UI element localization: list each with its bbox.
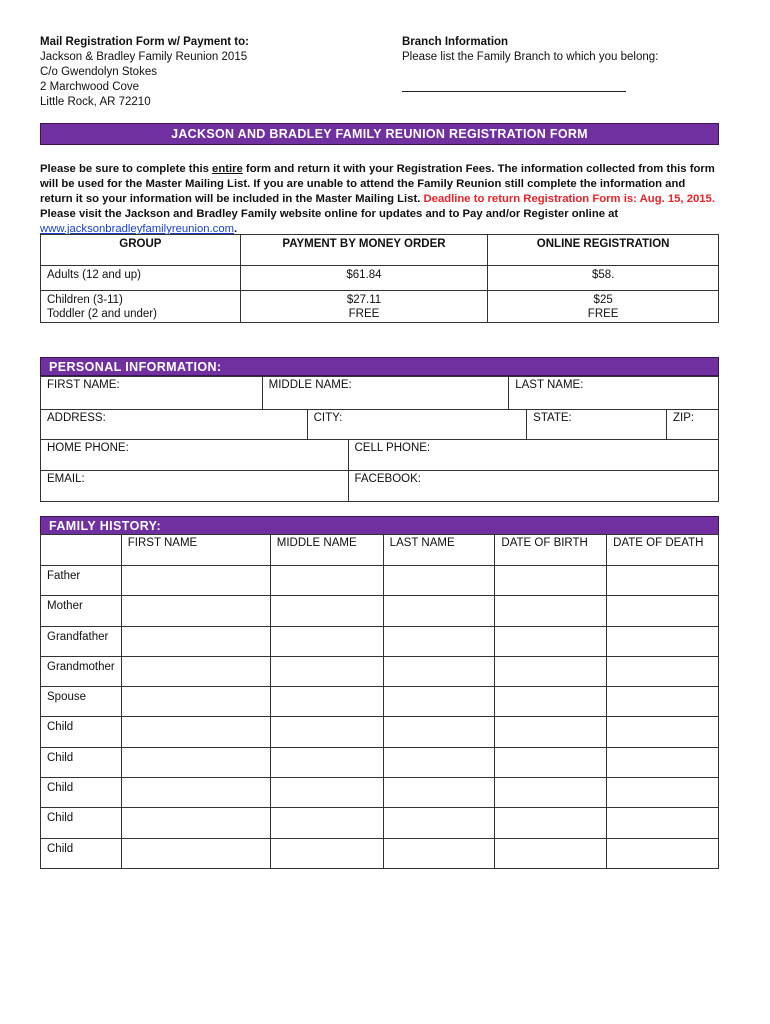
personal-info-banner: PERSONAL INFORMATION: <box>40 357 719 376</box>
relation-label: Grandmother <box>41 656 122 686</box>
cell-input[interactable] <box>383 656 495 686</box>
relation-label: Child <box>41 778 122 808</box>
relation-label: Mother <box>41 596 122 626</box>
family-row <box>41 717 719 747</box>
home-phone-field[interactable]: HOME PHONE: <box>41 440 349 471</box>
pricing-header-row <box>41 235 719 266</box>
pricing-header: ONLINE REGISTRATION <box>488 235 719 266</box>
family-row <box>41 626 719 656</box>
family-history-banner: FAMILY HISTORY: <box>40 516 719 535</box>
address-field[interactable]: ADDRESS: <box>41 410 308 440</box>
intro-text: form and return it with your Registration Fees. The information collected from this form will be used for the Master Mailing List. If you are unable to attend the Family Reunion still complete the information and return it so your information will be included in the Master Mailing List. <box>40 163 715 205</box>
branch-heading: Branch Information <box>402 36 509 48</box>
cell-input[interactable] <box>495 778 607 808</box>
cell-input[interactable] <box>270 626 383 656</box>
family-row <box>41 566 719 596</box>
cell-input[interactable] <box>607 808 719 838</box>
pricing-header: PAYMENT BY MONEY ORDER <box>240 235 488 266</box>
personal-row-contact <box>41 471 719 502</box>
family-history-table <box>40 534 719 869</box>
family-row <box>41 687 719 717</box>
email-field[interactable]: EMAIL: <box>41 471 349 502</box>
cell-input[interactable] <box>383 838 495 868</box>
cell-input[interactable] <box>495 596 607 626</box>
cell-input[interactable] <box>495 838 607 868</box>
website-link[interactable]: www.jacksonbradleyfamilyreunion.com <box>40 223 235 235</box>
cell-input[interactable] <box>607 778 719 808</box>
family-header: FIRST NAME <box>121 535 270 566</box>
relation-label: Child <box>41 838 122 868</box>
family-row <box>41 656 719 686</box>
pricing-money-order: $61.84 <box>240 266 488 291</box>
family-header: DATE OF DEATH <box>607 535 719 566</box>
intro-text: . <box>234 223 238 235</box>
cell-input[interactable] <box>121 687 270 717</box>
cell-input[interactable] <box>607 687 719 717</box>
pricing-row-children <box>41 291 719 323</box>
cell-input[interactable] <box>383 717 495 747</box>
pricing-value: FREE <box>348 308 380 320</box>
cell-input[interactable] <box>270 656 383 686</box>
relation-label: Father <box>41 566 122 596</box>
pricing-group-line: Children (3-11) <box>47 294 123 306</box>
mail-line: 2 Marchwood Cove <box>40 81 140 93</box>
mail-line: C/o Gwendolyn Stokes <box>40 66 157 78</box>
cell-input[interactable] <box>270 717 383 747</box>
mail-line: Jackson & Bradley Family Reunion 2015 <box>40 51 248 63</box>
deadline-notice: Deadline to return Registration Form is: Aug. 15, 2015. <box>423 193 715 205</box>
middle-name-field[interactable] <box>262 377 509 410</box>
cell-input[interactable] <box>607 838 719 868</box>
relation-label: Spouse <box>41 687 122 717</box>
cell-input[interactable] <box>607 717 719 747</box>
intro-entire: entire <box>212 163 243 175</box>
pricing-row-adults <box>41 266 719 291</box>
cell-input[interactable] <box>495 808 607 838</box>
relation-label: Child <box>41 717 122 747</box>
pricing-value: FREE <box>587 308 619 320</box>
cell-input[interactable] <box>607 596 719 626</box>
pricing-online: $58. <box>488 266 719 291</box>
pricing-group: Adults (12 and up) <box>41 266 241 291</box>
cell-input[interactable] <box>270 687 383 717</box>
cell-input[interactable] <box>121 717 270 747</box>
pricing-group-line: Toddler (2 and under) <box>47 308 157 320</box>
cell-input[interactable] <box>121 626 270 656</box>
mail-line: Little Rock, AR 72210 <box>40 96 151 108</box>
mail-heading: Mail Registration Form w/ Payment to: <box>40 36 249 48</box>
branch-prompt: Please list the Family Branch to which you belong: <box>402 51 659 63</box>
cell-input[interactable] <box>607 656 719 686</box>
family-header-row <box>41 535 719 566</box>
relation-label: Grandfather <box>41 626 122 656</box>
family-row <box>41 778 719 808</box>
city-field[interactable]: CITY: <box>307 410 527 440</box>
cell-input[interactable] <box>270 747 383 777</box>
cell-input[interactable] <box>495 566 607 596</box>
intro-text: Please be sure to complete this <box>40 163 213 175</box>
cell-input[interactable] <box>121 747 270 777</box>
cell-input[interactable] <box>607 626 719 656</box>
middle-name-label: MIDDLE NAME: <box>268 379 352 391</box>
cell-input[interactable] <box>495 687 607 717</box>
cell-input[interactable] <box>383 626 495 656</box>
cell-input[interactable] <box>121 656 270 686</box>
cell-input[interactable] <box>121 838 270 868</box>
personal-info-table <box>40 376 719 502</box>
family-header: MIDDLE NAME <box>270 535 383 566</box>
state-field[interactable]: STATE: <box>527 410 667 440</box>
family-header: LAST NAME <box>383 535 495 566</box>
intro-paragraph <box>40 162 720 237</box>
form-title-banner: JACKSON AND BRADLEY FAMILY REUNION REGISTRATION FORM <box>40 123 719 145</box>
cell-input[interactable] <box>270 808 383 838</box>
family-header: DATE OF BIRTH <box>495 535 607 566</box>
cell-input[interactable] <box>607 566 719 596</box>
pricing-value: $25 <box>593 294 613 306</box>
cell-input[interactable] <box>121 596 270 626</box>
family-header <box>41 535 122 566</box>
zip-field[interactable]: ZIP: <box>666 410 718 440</box>
family-row <box>41 747 719 777</box>
relation-label: Child <box>41 747 122 777</box>
pricing-header: GROUP <box>41 235 241 266</box>
pricing-group <box>41 291 241 323</box>
cell-input[interactable] <box>495 747 607 777</box>
cell-input[interactable] <box>383 596 495 626</box>
cell-input[interactable] <box>270 778 383 808</box>
personal-row-name <box>41 377 719 410</box>
cell-input[interactable] <box>495 626 607 656</box>
last-name-field[interactable]: LAST NAME: <box>509 377 719 410</box>
cell-input[interactable] <box>383 687 495 717</box>
cell-input[interactable] <box>383 747 495 777</box>
cell-input[interactable] <box>495 656 607 686</box>
branch-input-line[interactable] <box>402 91 626 92</box>
pricing-table <box>40 234 719 323</box>
cell-input[interactable] <box>270 838 383 868</box>
personal-row-phone <box>41 440 719 471</box>
family-row <box>41 596 719 626</box>
pricing-value: $27.11 <box>346 294 382 306</box>
pricing-money-order <box>240 291 488 323</box>
cell-input[interactable] <box>383 566 495 596</box>
cell-input[interactable] <box>383 808 495 838</box>
family-row <box>41 838 719 868</box>
cell-input[interactable] <box>121 808 270 838</box>
cell-input[interactable] <box>495 717 607 747</box>
cell-input[interactable] <box>383 778 495 808</box>
pricing-online <box>488 291 719 323</box>
cell-input[interactable] <box>121 566 270 596</box>
cell-input[interactable] <box>270 566 383 596</box>
mail-address-block <box>40 35 249 110</box>
first-name-field[interactable]: FIRST NAME: <box>41 377 263 410</box>
personal-row-address <box>41 410 719 440</box>
cell-input[interactable] <box>121 778 270 808</box>
branch-info-block <box>402 35 658 65</box>
cell-input[interactable] <box>607 747 719 777</box>
cell-phone-field[interactable]: CELL PHONE: <box>348 440 719 471</box>
relation-label: Child <box>41 808 122 838</box>
intro-text: Please visit the Jackson and Bradley Family website online for updates and to Pay and/or Register online at <box>40 208 619 220</box>
family-row <box>41 808 719 838</box>
cell-input[interactable] <box>270 596 383 626</box>
facebook-field[interactable]: FACEBOOK: <box>348 471 719 502</box>
